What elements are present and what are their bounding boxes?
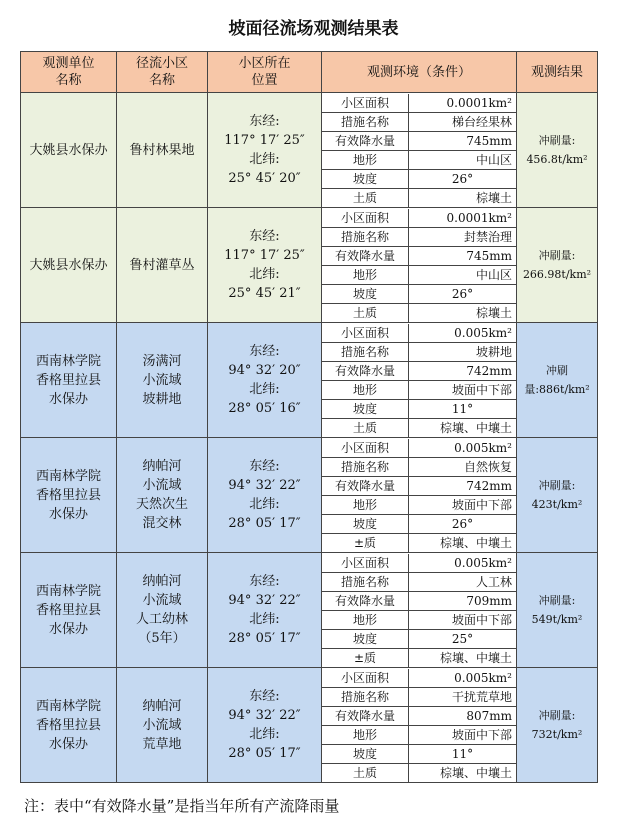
table-row [21,553,598,668]
cell-line: 25° 45′ 21″ [228,286,301,301]
cell-line: 94° 32′ 22″ [228,478,301,493]
env-key: 土质 [322,303,409,322]
cell-line: 东经: [249,459,280,474]
cell-line: 94° 32′ 22″ [228,593,301,608]
cell-line: 冲刷量: [538,709,576,722]
env-value: 棕壤、中壤土 [439,765,512,780]
cell-line: 西南林学院 [35,583,101,599]
location-cell [208,93,322,208]
env-row [322,476,516,495]
env-value: 709mm [409,591,517,610]
env-cell [322,93,517,208]
env-row [322,706,516,725]
env-value: 11° [409,399,517,418]
cell-line: 纳帕河 [142,698,182,714]
env-row [322,188,516,207]
env-value: 坡耕地 [409,342,517,361]
cell-line: 水保办 [48,621,88,637]
area-cell [117,668,208,783]
env-key: 有效降水量 [322,476,409,495]
cell-line: 纳帕河 [142,574,182,589]
env-value: 梯台经果林 [409,112,517,131]
cell-line: 423t/km² [531,498,583,511]
env-row [322,572,516,591]
env-row [322,150,516,169]
results-table [20,51,598,783]
env-key: 地形 [322,265,409,284]
env-key: 有效降水量 [322,361,409,380]
env-key: 措施名称 [322,457,409,476]
cell-line: 东经: [249,574,280,589]
env-value: 0.0001km² [409,209,517,228]
cell-line: 北纬: [249,267,280,282]
cell-line: 小流域 [142,717,182,733]
env-key: 小区面积 [322,554,409,573]
table-row [21,208,598,323]
cell-line: 香格里拉县 [35,717,101,733]
env-value: 棕壤土 [475,305,512,320]
env-row [322,303,516,322]
location-cell [208,553,322,668]
unit-cell [21,93,117,208]
cell-line: 小流域 [142,478,182,493]
env-row [322,629,516,648]
unit-cell [21,553,117,668]
env-subtable [322,324,516,437]
env-row [322,284,516,303]
cell-line: 549t/km² [531,613,583,626]
env-row [322,324,516,343]
header-area: 径流小区 名称 [117,52,208,93]
env-key: 有效降水量 [322,131,409,150]
cell-line: 冲刷量: [538,479,576,492]
header-unit: 观测单位 名称 [21,52,117,93]
env-cell [322,208,517,323]
cell-line: 北纬: [249,497,280,512]
env-value: 25° [409,629,517,648]
header-row [21,52,598,93]
cell-line: 混交林 [142,516,182,531]
cell-line: 鲁村灌草丛 [129,257,195,273]
table-body-group-2 [21,323,598,783]
env-key: 小区面积 [322,324,409,343]
env-row [322,399,516,418]
cell-line: 冲刷量: [538,134,576,147]
env-cell [322,668,517,783]
env-row [322,763,516,782]
env-row [322,648,516,667]
env-row [322,265,516,284]
cell-line: 汤满河 [142,353,182,369]
env-key: 措施名称 [322,572,409,591]
cell-line: 量:886t/km² [524,383,590,396]
table-row [21,668,598,783]
cell-line: 东经: [249,344,280,359]
env-key: 地形 [322,725,409,744]
env-value: 人工林 [409,572,517,591]
env-row [322,554,516,573]
env-row [322,94,516,113]
cell-line: 东经: [249,689,280,704]
env-value: 中山区 [409,150,517,169]
env-row [322,725,516,744]
env-row [322,418,516,437]
cell-line: 坡耕地 [142,391,182,407]
env-key: 小区面积 [322,209,409,228]
env-subtable [322,669,516,782]
env-key: 土质 [322,188,409,207]
result-cell [517,668,598,783]
env-value: 26° [409,169,517,188]
env-key: 坡度 [322,169,409,188]
env-key: 坡度 [322,629,409,648]
cell-line: 纳帕河 [142,459,182,474]
env-subtable [322,94,516,207]
table-row [21,323,598,438]
env-key: 地形 [322,610,409,629]
env-value: 26° [409,514,517,533]
area-cell [117,208,208,323]
cell-line: 冲刷量: [538,249,576,262]
env-row [322,514,516,533]
env-value: 中山区 [409,265,517,284]
cell-line: 冲刷量: [538,594,576,607]
env-row [322,591,516,610]
cell-line: 北纬: [249,612,280,627]
env-value: 棕壤、中壤土 [439,535,512,550]
env-key: 措施名称 [322,112,409,131]
env-value: 坡面中下部 [409,380,517,399]
area-cell [117,553,208,668]
unit-cell [21,208,117,323]
env-row [322,533,516,552]
env-row [322,610,516,629]
env-value: 棕壤土 [475,190,512,205]
table-body-group-1 [21,93,598,323]
cell-line: 117° 17′ 25″ [224,133,305,148]
cell-line: 28° 05′ 17″ [228,516,301,531]
cell-line: 大姚县水保办 [29,142,108,158]
area-cell [117,323,208,438]
cell-line: 东经: [249,114,280,129]
cell-line: 西南林学院 [35,698,101,714]
env-value: 0.005km² [409,324,517,343]
env-value: 742mm [409,361,517,380]
cell-line: 北纬: [249,727,280,742]
cell-line: 人工幼林 [135,612,188,627]
env-value: 坡面中下部 [409,610,517,629]
cell-line: 266.98t/km² [522,268,592,281]
header-env: 观测环境（条件） [322,52,517,93]
cell-line: 水保办 [48,736,88,752]
env-key: 坡度 [322,744,409,763]
env-row [322,131,516,150]
result-cell [517,93,598,208]
area-cell [117,93,208,208]
cell-line: 东经: [249,229,280,244]
cell-line: 冲刷 [546,364,568,377]
env-value: 742mm [409,476,517,495]
env-key: 小区面积 [322,669,409,688]
env-row [322,246,516,265]
env-value: 封禁治理 [409,227,517,246]
cell-line: 西南林学院 [35,468,101,484]
env-key: 坡度 [322,399,409,418]
env-key: 土质 [322,763,409,782]
cell-line: 香格里拉县 [35,487,101,503]
env-key: 有效降水量 [322,246,409,265]
result-cell [517,208,598,323]
table-row [21,438,598,553]
env-cell [322,438,517,553]
cell-line: 28° 05′ 17″ [228,746,301,761]
env-key: 坡度 [322,284,409,303]
env-row [322,227,516,246]
location-cell [208,438,322,553]
cell-line: 水保办 [48,506,88,522]
env-value: 26° [409,284,517,303]
env-value: 自然恢复 [409,457,517,476]
env-value: 干扰荒草地 [409,687,517,706]
cell-line: 天然次生 [135,497,188,512]
cell-line: 94° 32′ 20″ [228,363,301,378]
cell-line: 北纬: [249,382,280,397]
env-value: 棕壤、中壤土 [439,650,512,665]
unit-cell [21,438,117,553]
cell-line: 鲁村林果地 [129,142,195,158]
env-key: 地形 [322,380,409,399]
env-value: 0.0001km² [409,94,517,113]
cell-line: 北纬: [249,152,280,167]
env-row [322,439,516,458]
env-key: 土质 [322,418,409,437]
env-row [322,457,516,476]
env-row [322,495,516,514]
env-key: 措施名称 [322,342,409,361]
env-key: 有效降水量 [322,591,409,610]
location-cell [208,208,322,323]
env-key: 坡度 [322,514,409,533]
cell-line: 28° 05′ 17″ [228,631,301,646]
cell-line: 25° 45′ 20″ [228,171,301,186]
header-location: 小区所在 位置 [208,52,322,93]
env-row [322,342,516,361]
unit-cell [21,323,117,438]
env-value: 坡面中下部 [409,725,517,744]
cell-line: 香格里拉县 [35,602,101,618]
cell-line: 小流域 [142,593,182,608]
env-value: 坡面中下部 [409,495,517,514]
env-value: 棕壤、中壤土 [439,420,512,435]
cell-line: 28° 05′ 16″ [228,401,301,416]
env-key: 措施名称 [322,227,409,246]
cell-line: （5年） [138,631,186,646]
location-cell [208,323,322,438]
cell-line: 732t/km² [531,728,583,741]
unit-cell [21,668,117,783]
env-row [322,380,516,399]
result-cell [517,438,598,553]
env-key: 小区面积 [322,94,409,113]
cell-line: 荒草地 [142,736,182,752]
cell-line: 香格里拉县 [35,372,101,388]
env-key: 地形 [322,150,409,169]
cell-line: 94° 32′ 22″ [228,708,301,723]
table-row [21,93,598,208]
env-cell [322,323,517,438]
cell-line: 117° 17′ 25″ [224,248,305,263]
env-row [322,669,516,688]
env-row [322,169,516,188]
env-row [322,361,516,380]
page-title: 坡面径流场观测结果表 [228,19,399,39]
env-key: ±质 [322,648,409,667]
env-cell [322,553,517,668]
cell-line: 小流域 [142,372,182,388]
header-result: 观测结果 [517,52,598,93]
cell-line: 水保办 [48,391,88,407]
cell-line: 西南林学院 [35,353,101,369]
env-value: 11° [409,744,517,763]
area-cell [117,438,208,553]
cell-line: 456.8t/km² [526,153,588,166]
env-value: 745mm [409,131,517,150]
env-value: 0.005km² [409,554,517,573]
env-row [322,687,516,706]
env-key: ±质 [322,533,409,552]
env-key: 措施名称 [322,687,409,706]
location-cell [208,668,322,783]
env-key: 小区面积 [322,439,409,458]
env-key: 有效降水量 [322,706,409,725]
env-value: 0.005km² [409,669,517,688]
env-value: 807mm [409,706,517,725]
env-row [322,112,516,131]
footnote: 注：表中“有效降水量”是指当年所有产流降雨量 [24,797,340,815]
env-subtable [322,209,516,322]
env-row [322,744,516,763]
env-row [322,209,516,228]
env-value: 0.005km² [409,439,517,458]
env-key: 地形 [322,495,409,514]
env-subtable [322,439,516,552]
result-cell [517,553,598,668]
cell-line: 大姚县水保办 [29,257,108,273]
result-cell [517,323,598,438]
env-subtable [322,554,516,667]
env-value: 745mm [409,246,517,265]
